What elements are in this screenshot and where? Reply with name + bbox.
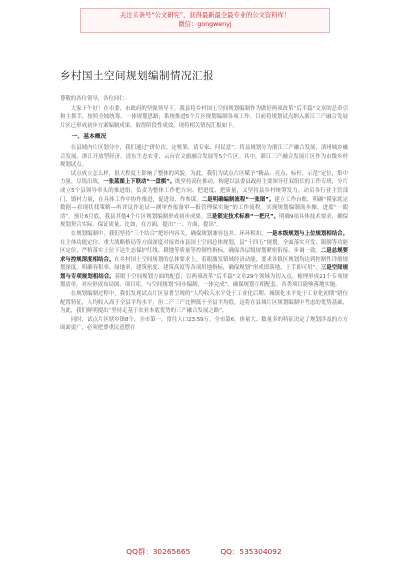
salutation: 尊敬的各位领导，各位同仁：: [60, 96, 131, 102]
footer-qq-group: QQ群：30265665: [126, 547, 191, 556]
intro-paragraph: 大家下午好！在市委、市政府的坚强领导下，我县将乡村国土空间规划编制作为做好两项改革“后半篇”文章的总牵引和主抓手，按照全域统筹、一体规划思路，系统推进5个片区规划编制各项工作。目前将规划试点纳入浙江三产融合发展片区已形成初步方案编制成果，取得阶段性成效。现将相关情况汇报如下。: [60, 105, 348, 129]
promo-banner: [80, 8, 330, 33]
section2-paragraph-1: 在规划编制中，我们坚持“三个结合”把好内容关，确保规划兼容包并、环环相扣。一是本级规划与上位规划相结合。在主体功能定位、重大战略格局等方面深度对接省市县国土空间总体规划，县“十四五”规划，全面落实开发、限制等功能区定位，严格落实上位下达生态保护红线、耕地等质量等控制性指标，确保各层级规划紧密衔接、步调一致。二是总规要求与控规深度相结合。在乡村国土空间规划的总体要求上，着眼激发镇域经济动能，要求各镇区规划均达到控制性详细规划深度，明确容积率、绿地率、建筑密度、建筑高度等各项用地指标，确保规划“形成即落地、上手即可用”。三是空间规划与专项规划相结合。着眼于空间规划方面的配套，以两项改革“后半篇”文章29个领域为切入点，梳理形成21个专项规划清单，对应形成布局图、项目库，与空间规划“同步编制、一体完成”，确保规划互相配套、各类项目能够落地实施。: [60, 230, 348, 289]
section1-paragraph-2: 试点成立怎么样，很大程度上影响了整体的风貌。为此，我们为试点片区赋予“精品、亮点、标杆、示范”定位，集中力量、尽锐出战，一张蓝图上下联动“一盘棋”。既坚持高位推动，构建以县委县政府主要领导任双组长的工作专班，分片成立5个县领导牵头的推进组，负责为整体工作把方向、把进度、把质量，又坚持县乡村统筹发力，动员各行业主管部门、镇村力量，在具体工作中协作推进，促进设、作参谋。二是明确编制流程“一张图”。建立工作台账，明确“摸家底定数据—看现状找策略—听评议作论证—测审查报备审—报管理保实施”的工作流程。实现规划编制流步骤、进度“一眼清”。预计6月底，我县其他4个片区规划编制形成初步成果。三是锁定技术标准“一把尺”。明确9项具体技术要求，确保规划契合实际、保证质量、比如，在方面，提出“一、方面，提出“。: [60, 170, 348, 229]
section1-paragraph-1: 在县域内片区划分中，我们通过“併位次、定框架、请专家、问民意”，将县域划分为浙江三产融合发展、滇州城乡融合发展、浙江开放型经济、清东生态农业、云台农文旅融合发展等5个片区。其中，浙江三产融合发展片区作为市级乡村规划试点。: [60, 144, 348, 169]
banner-wechat: 微信：gongwenyj: [178, 21, 232, 28]
section-heading-basic-overview: 一、基本概况: [71, 134, 107, 141]
banner-line1: 关注头条号“公文研究”，获得最新最全最专业的公文资料库！: [119, 12, 291, 19]
document-title: 乡村国土空间规划编制情况汇报: [60, 70, 214, 82]
footer-qq-personal: QQ：535304092: [220, 547, 282, 556]
contact-footer: [0, 546, 408, 557]
document-body: [60, 95, 348, 333]
section3-paragraph-2: 同时，试点片区辖乡镇8个，全市第一，常住人口23.59万，全市第6，体量大、数量多的特征决定了规划涉及的方方面面更广，必须把尊重民意摆在: [60, 316, 348, 332]
section3-paragraph-1: 在规划编制过程中，我们发现试点片区显著呈现的“人均收入水平处于工业化后期、城镇化水平处于工业化初期”错位配置特征，人均收入高于全县平均水平，但二产三产比例低于全县平均值，这将在县域片区规划编制中考虑的优势基础，为此，我们鲜明提出“坚持走基于农业本底优势的三产融合发展之路”。: [60, 291, 348, 315]
